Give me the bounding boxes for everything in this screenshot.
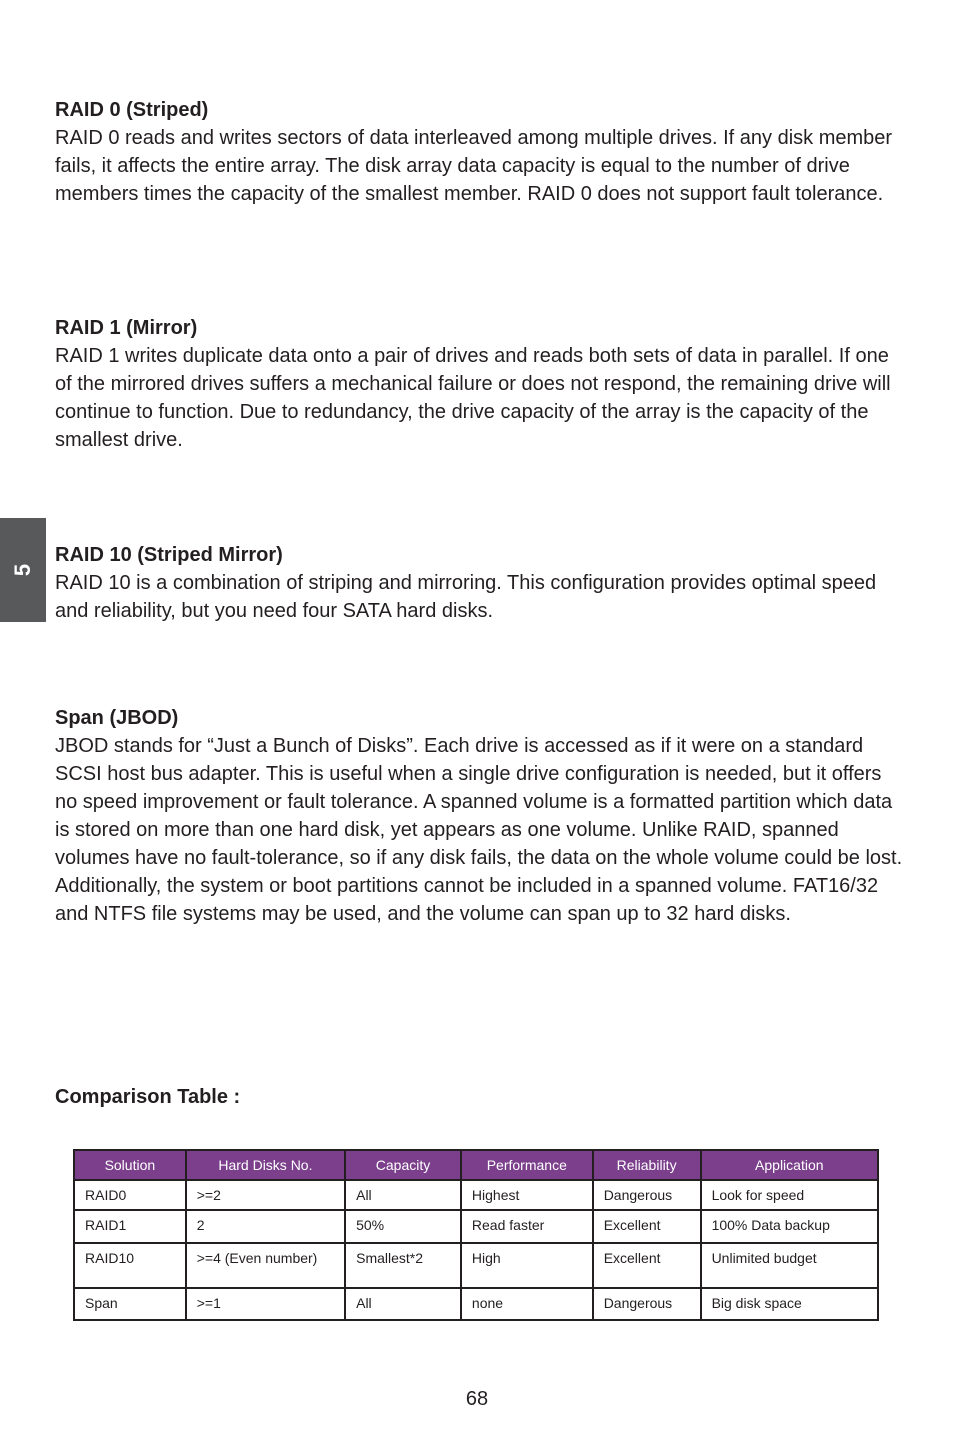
table-cell: 2 bbox=[186, 1210, 345, 1243]
table-cell: Smallest*2 bbox=[345, 1243, 461, 1288]
section-title: RAID 0 (Striped) bbox=[55, 99, 209, 121]
table-row bbox=[74, 1243, 878, 1288]
section-title: RAID 10 (Striped Mirror) bbox=[55, 544, 283, 566]
section-raid1 bbox=[55, 314, 905, 454]
table-header-row bbox=[74, 1150, 878, 1180]
chapter-number: 5 bbox=[10, 563, 35, 577]
table-cell: High bbox=[461, 1243, 593, 1288]
table-cell: Big disk space bbox=[701, 1288, 878, 1320]
table-row bbox=[74, 1180, 878, 1210]
table-cell: Excellent bbox=[593, 1210, 701, 1243]
table-cell: >=4 (Even number) bbox=[186, 1243, 345, 1288]
table-cell: All bbox=[345, 1180, 461, 1210]
header-application: Application bbox=[701, 1150, 878, 1180]
table-cell: >=1 bbox=[186, 1288, 345, 1320]
table-cell: 100% Data backup bbox=[701, 1210, 878, 1243]
table-cell: none bbox=[461, 1288, 593, 1320]
section-title: Span (JBOD) bbox=[55, 707, 179, 729]
section-raid0 bbox=[55, 96, 905, 208]
table-cell: Dangerous bbox=[593, 1288, 701, 1320]
header-capacity: Capacity bbox=[345, 1150, 461, 1180]
header-hard-disks: Hard Disks No. bbox=[186, 1150, 345, 1180]
table-row bbox=[74, 1288, 878, 1320]
table-cell: Look for speed bbox=[701, 1180, 878, 1210]
section-body: RAID 1 writes duplicate data onto a pair of drives and reads both sets of data in parallel. If one of the mirrored drives suffers a mechanical failure or does not respond, the remaining drive will continue to function. Due to redundancy, the drive capacity of the array is the capacity of the smallest drive. bbox=[55, 345, 891, 451]
page-number: 68 bbox=[465, 1388, 489, 1410]
header-solution: Solution bbox=[74, 1150, 186, 1180]
table-cell: RAID1 bbox=[74, 1210, 186, 1243]
table-cell: RAID10 bbox=[74, 1243, 186, 1288]
table-cell: Dangerous bbox=[593, 1180, 701, 1210]
table-cell: All bbox=[345, 1288, 461, 1320]
comparison-title: Comparison Table : bbox=[55, 1086, 241, 1108]
section-span-jbod bbox=[55, 704, 905, 928]
table-cell: Read faster bbox=[461, 1210, 593, 1243]
table-cell: Excellent bbox=[593, 1243, 701, 1288]
header-performance: Performance bbox=[461, 1150, 593, 1180]
table-cell: >=2 bbox=[186, 1180, 345, 1210]
table-cell: Span bbox=[74, 1288, 186, 1320]
section-body: RAID 10 is a combination of striping and mirroring. This configuration provides optimal speed and reliability, but you need four SATA hard disks. bbox=[55, 572, 877, 622]
section-title: RAID 1 (Mirror) bbox=[55, 317, 198, 339]
section-body: RAID 0 reads and writes sectors of data interleaved among multiple drives. If any disk member fails, it affects the entire array. The disk array data capacity is equal to the number of drive members times the capacity of the smallest member. RAID 0 does not support fault tolerance. bbox=[55, 127, 893, 205]
table-cell: RAID0 bbox=[74, 1180, 186, 1210]
header-reliability: Reliability bbox=[593, 1150, 701, 1180]
table-cell: 50% bbox=[345, 1210, 461, 1243]
section-body: JBOD stands for “Just a Bunch of Disks”. Each drive is accessed as if it were on a standard SCSI host bus adapter. This is useful when a single drive configuration is needed, but it offers no speed improvement or fault tolerance. A spanned volume is a formatted partition which data is stored on more than one hard disk, yet appears as one volume. Unlike RAID, spanned volumes have no fault-tolerance, so if any disk fails, the data on the whole volume could be lost. Additionally, the system or boot partitions cannot be included in a spanned volume. FAT16/32 and NTFS file systems may be used, and the volume can span up to 32 hard disks. bbox=[55, 735, 903, 925]
table-cell: Highest bbox=[461, 1180, 593, 1210]
comparison-table bbox=[73, 1149, 879, 1321]
table-row bbox=[74, 1210, 878, 1243]
chapter-tab bbox=[0, 518, 46, 622]
section-raid10 bbox=[55, 541, 905, 625]
table-cell: Unlimited budget bbox=[701, 1243, 878, 1288]
